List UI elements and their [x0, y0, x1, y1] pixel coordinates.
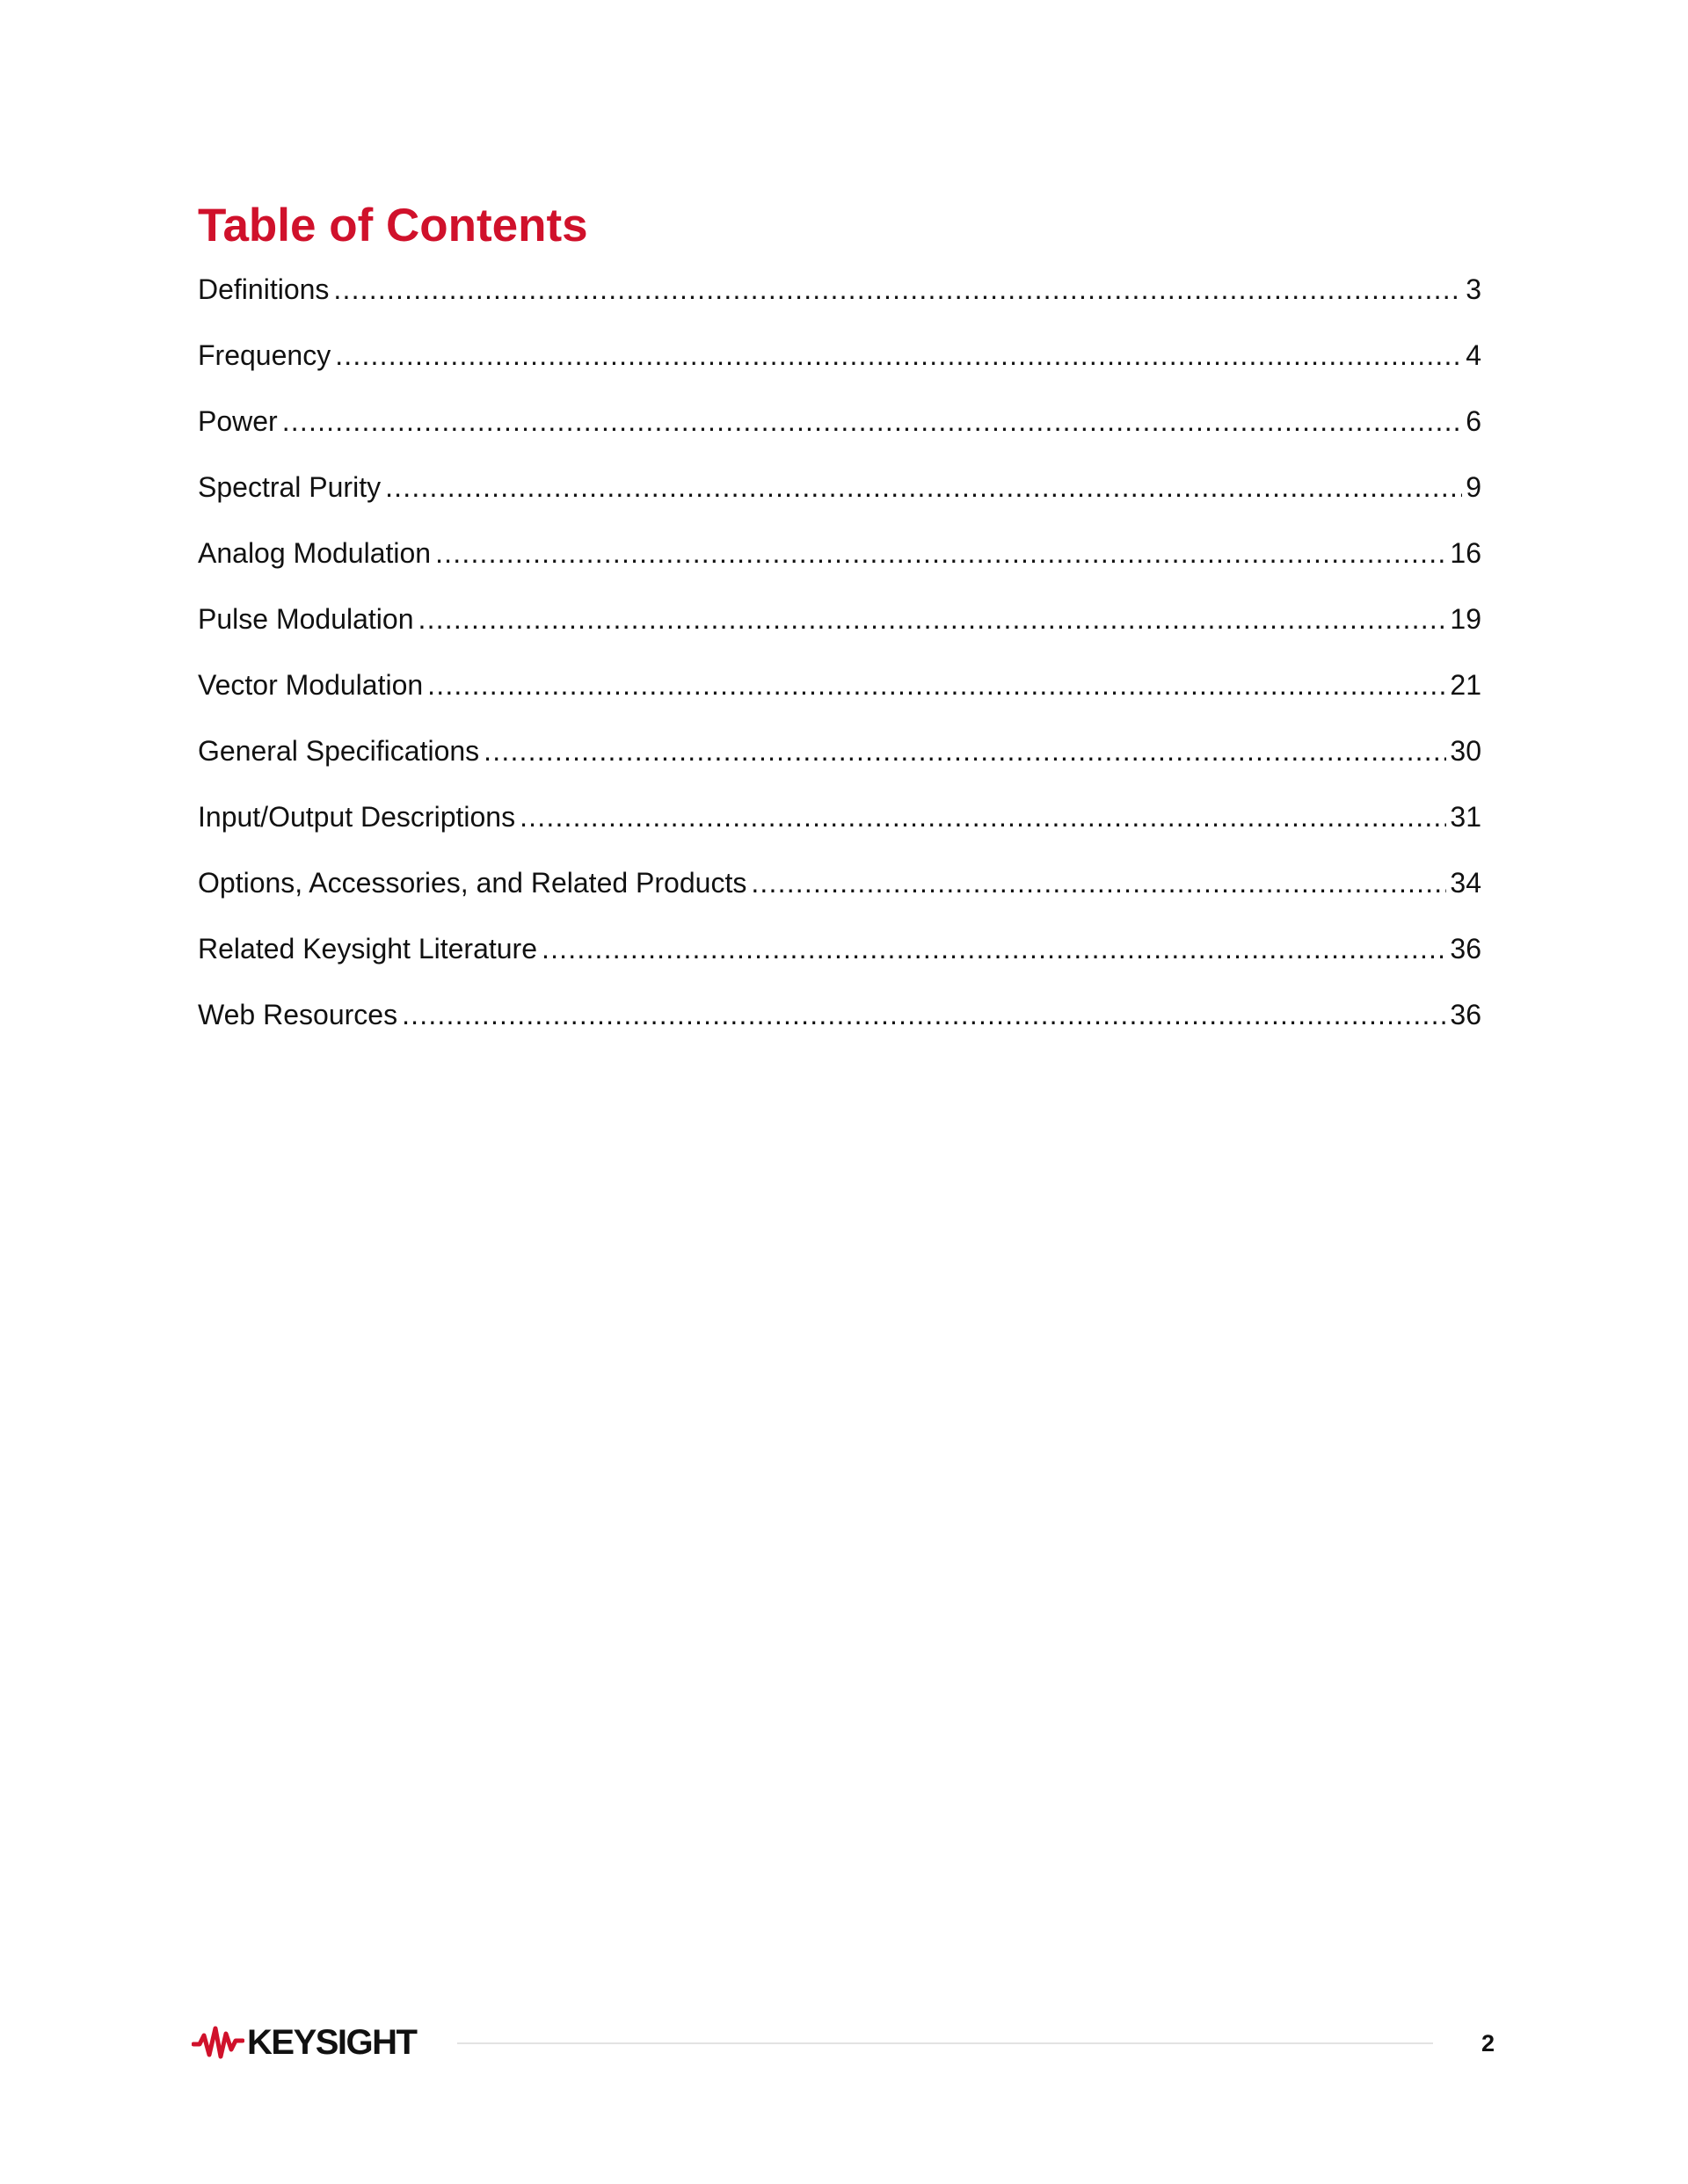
toc-page-number: 30: [1450, 735, 1481, 767]
toc-entry-label: Related Keysight Literature: [198, 933, 537, 965]
toc-dot-leader: [435, 532, 1446, 574]
toc-dot-leader: [751, 862, 1446, 904]
page-title: Table of Contents: [198, 200, 588, 251]
toc-entry-label: Analog Modulation: [198, 537, 432, 569]
toc-entry-frequency[interactable]: [198, 334, 1481, 400]
footer-divider: [457, 2042, 1433, 2044]
toc-entry-label: Web Resources: [198, 999, 398, 1030]
toc-dot-leader: [427, 664, 1446, 706]
table-of-contents: [198, 268, 1481, 1059]
page-number: 2: [1481, 2030, 1495, 2057]
toc-entry-related-literature[interactable]: [198, 928, 1481, 994]
keysight-logo: [192, 2020, 416, 2064]
toc-page-number: 31: [1450, 801, 1481, 833]
toc-entry-definitions[interactable]: [198, 268, 1481, 334]
toc-page-number: 16: [1450, 537, 1481, 569]
toc-entry-vector-modulation[interactable]: [198, 664, 1481, 730]
toc-entry-spectral-purity[interactable]: [198, 466, 1481, 532]
toc-entry-options-accessories[interactable]: [198, 862, 1481, 928]
toc-entry-label: Vector Modulation: [198, 669, 424, 701]
toc-page-number: 21: [1450, 669, 1481, 701]
toc-entry-label: Options, Accessories, and Related Products: [198, 867, 747, 899]
toc-entry-label: Definitions: [198, 273, 330, 305]
toc-dot-leader: [385, 466, 1462, 508]
toc-entry-pulse-modulation[interactable]: [198, 598, 1481, 664]
toc-entry-label: Spectral Purity: [198, 471, 382, 503]
toc-dot-leader: [542, 928, 1446, 970]
toc-entry-general-specifications[interactable]: [198, 730, 1481, 796]
toc-page-number: 19: [1450, 603, 1481, 635]
toc-page-number: 6: [1466, 405, 1481, 437]
toc-page-number: 4: [1466, 339, 1481, 371]
toc-dot-leader: [484, 730, 1446, 772]
toc-entry-analog-modulation[interactable]: [198, 532, 1481, 598]
toc-dot-leader: [333, 268, 1462, 310]
toc-entry-web-resources[interactable]: [198, 994, 1481, 1059]
logo-wordmark: KEYSIGHT: [247, 2023, 417, 2062]
toc-entry-label: Frequency: [198, 339, 331, 371]
toc-entry-input-output-descriptions[interactable]: [198, 796, 1481, 862]
toc-dot-leader: [520, 796, 1446, 838]
toc-page-number: 34: [1450, 867, 1481, 899]
keysight-waveform-icon: [192, 2023, 244, 2062]
toc-dot-leader: [335, 334, 1462, 376]
toc-page-number: 36: [1450, 999, 1481, 1030]
toc-page-number: 9: [1466, 471, 1481, 503]
toc-entry-label: Input/Output Descriptions: [198, 801, 516, 833]
toc-dot-leader: [282, 400, 1462, 442]
toc-entry-label: Pulse Modulation: [198, 603, 414, 635]
toc-page-number: 3: [1466, 273, 1481, 305]
toc-entry-power[interactable]: [198, 400, 1481, 466]
toc-dot-leader: [402, 994, 1446, 1036]
page-footer: [0, 2013, 1688, 2066]
toc-dot-leader: [418, 598, 1446, 640]
toc-entry-label: General Specifications: [198, 735, 480, 767]
toc-entry-label: Power: [198, 405, 278, 437]
toc-page-number: 36: [1450, 933, 1481, 965]
